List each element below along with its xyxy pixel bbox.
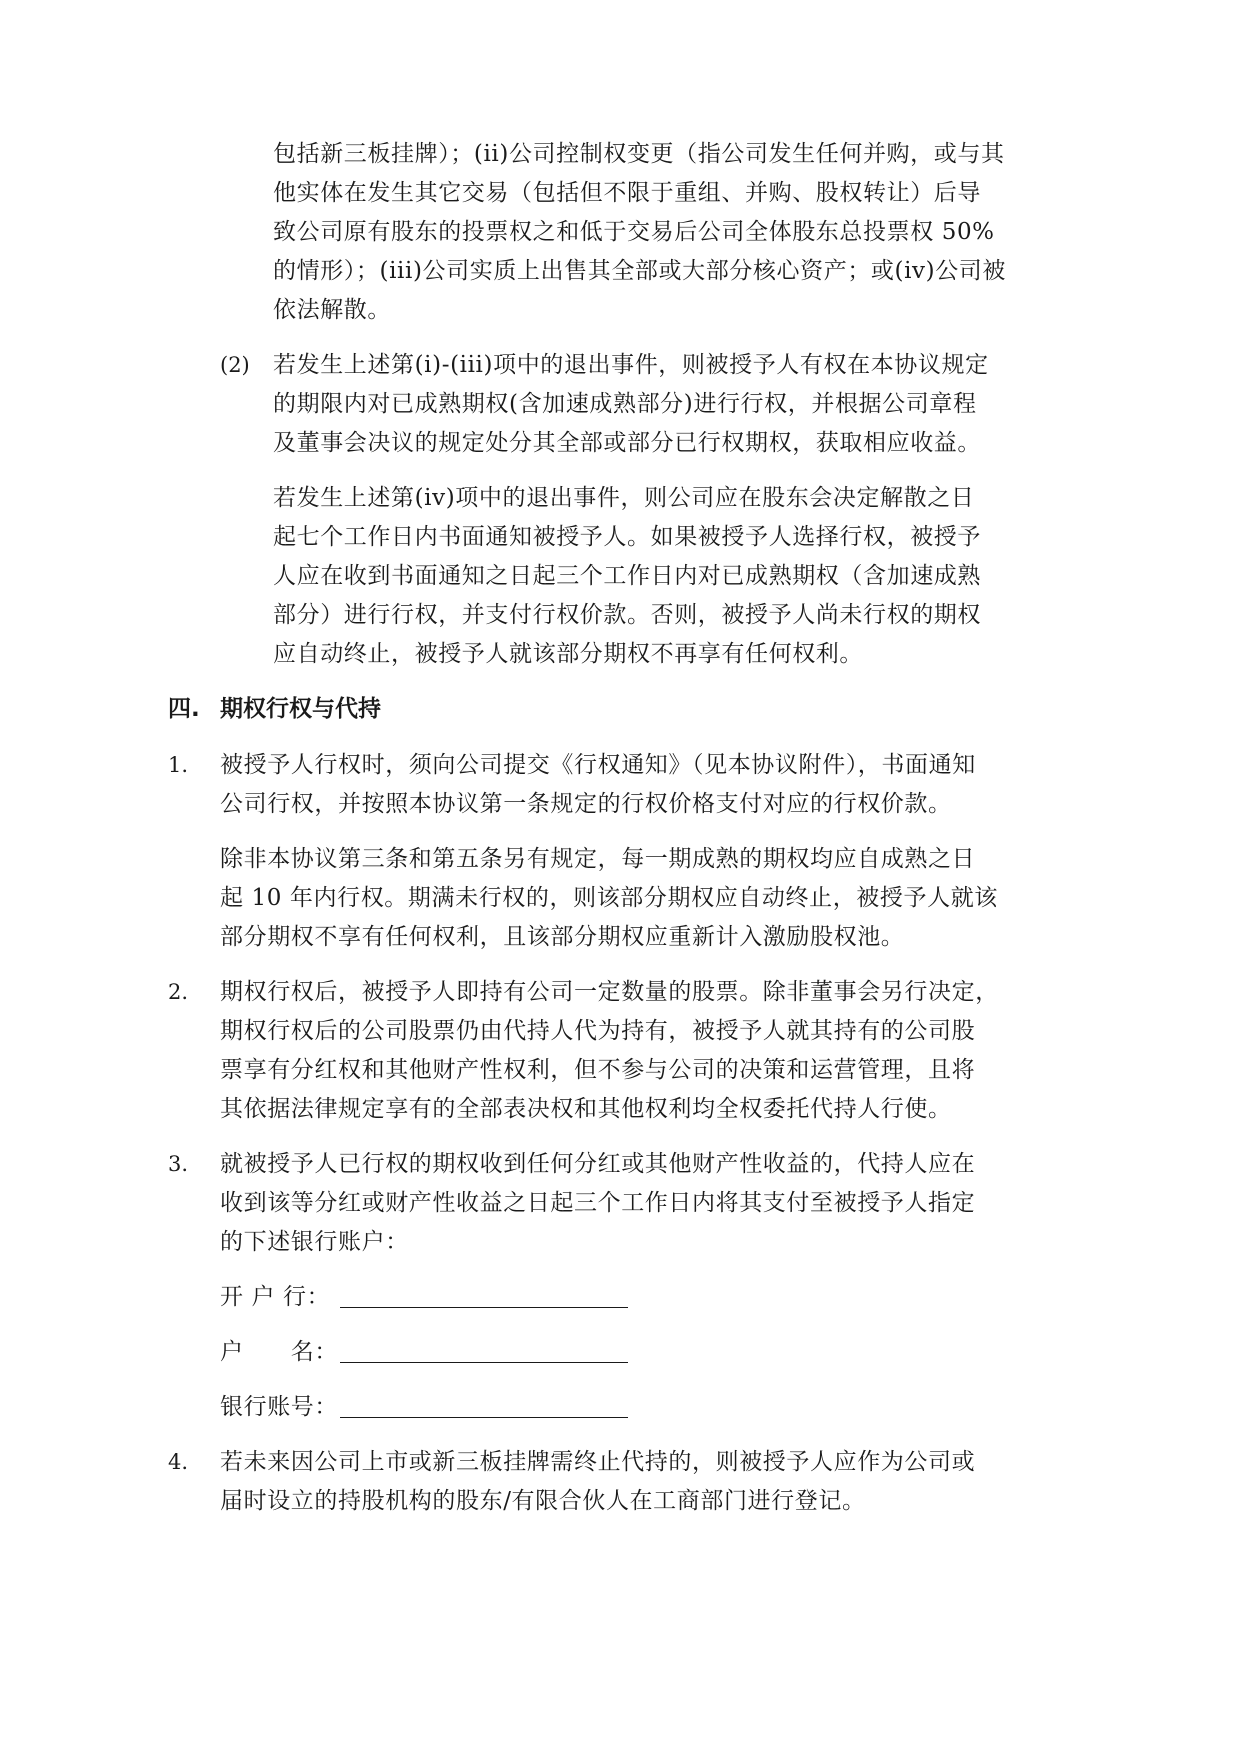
body-text-line: 人应在收到书面通知之日起三个工作日内对已成熟期权（含加速成熟 (273, 563, 981, 589)
body-text-line: 部分期权不享有任何权利，且该部分期权应重新计入激励股权池。 (220, 924, 905, 950)
account-number-field-row (220, 1392, 628, 1422)
body-text-line: 期权行权后，被授予人即持有公司一定数量的股票。除非董事会另行决定， (220, 979, 999, 1005)
body-text-line: 及董事会决议的规定处分其全部或部分已行权期权，获取相应收益。 (273, 430, 981, 456)
body-text-line: 公司行权，并按照本协议第一条规定的行权价格支付对应的行权价款。 (220, 791, 952, 817)
clause-number: 1. (168, 753, 189, 777)
bank-label: 开 户 行： (220, 1284, 331, 1310)
section-number: 四. (168, 696, 200, 722)
bank-field-row (220, 1282, 628, 1312)
body-text-line: 应自动终止，被授予人就该部分期权不再享有任何权利。 (273, 641, 863, 667)
clause-number: 2. (168, 980, 189, 1004)
body-text-line: 部分）进行行权，并支付行权价款。否则，被授予人尚未行权的期权 (273, 602, 981, 628)
body-text-line: 起 10 年内行权。期满未行权的，则该部分期权应自动终止，被授予人就该 (220, 885, 998, 911)
item-number: (2) (220, 353, 250, 377)
clause-number: 3. (168, 1152, 189, 1176)
account-number-label: 银行账号： (220, 1394, 338, 1420)
account-name-label: 户 名： (220, 1339, 338, 1365)
body-text-line: 期权行权后的公司股票仍由代持人代为持有，被授予人就其持有的公司股 (220, 1018, 976, 1044)
body-text-line: 被授予人行权时，须向公司提交《行权通知》（见本协议附件），书面通知 (220, 752, 976, 778)
account-name-field-row (220, 1337, 628, 1367)
body-text-line: 包括新三板挂牌）；(ii)公司控制权变更（指公司发生任何并购，或与其 (273, 141, 1005, 167)
body-text-line: 若未来因公司上市或新三板挂牌需终止代持的，则被授予人应作为公司或 (220, 1449, 976, 1475)
body-text-line: 的情形）；(iii)公司实质上出售其全部或大部分核心资产；或(iv)公司被 (273, 258, 1007, 284)
body-text-line: 收到该等分红或财产性收益之日起三个工作日内将其支付至被授予人指定 (220, 1190, 976, 1216)
body-text-line: 起七个工作日内书面通知被授予人。如果被授予人选择行权，被授予 (273, 524, 981, 550)
body-text-line: 他实体在发生其它交易（包括但不限于重组、并购、股权转让）后导 (273, 180, 981, 206)
body-text-line: 致公司原有股东的投票权之和低于交易后公司全体股东总投票权 50% (273, 219, 995, 245)
clause-number: 4. (168, 1450, 189, 1474)
body-text-line: 若发生上述第(iv)项中的退出事件，则公司应在股东会决定解散之日 (273, 485, 975, 511)
account-number-blank-line (340, 1395, 628, 1418)
body-text-line: 就被授予人已行权的期权收到任何分红或其他财产性收益的，代持人应在 (220, 1151, 976, 1177)
body-text-line: 的期限内对已成熟期权(含加速成熟部分)进行行权，并根据公司章程 (273, 391, 977, 417)
body-text-line: 除非本协议第三条和第五条另有规定，每一期成熟的期权均应自成熟之日 (220, 846, 976, 872)
body-text-line: 票享有分红权和其他财产性权利，但不参与公司的决策和运营管理，且将 (220, 1057, 976, 1083)
body-text-line: 其依据法律规定享有的全部表决权和其他权利均全权委托代持人行使。 (220, 1096, 952, 1122)
account-name-blank-line (340, 1340, 628, 1363)
body-text-line: 依法解散。 (273, 297, 391, 323)
body-text-line: 若发生上述第(i)-(iii)项中的退出事件，则被授予人有权在本协议规定 (273, 352, 989, 378)
body-text-line: 届时设立的持股机构的股东/有限合伙人在工商部门进行登记。 (220, 1488, 866, 1514)
section-title: 期权行权与代持 (220, 696, 381, 722)
bank-blank-line (340, 1285, 628, 1308)
body-text-line: 的下述银行账户： (220, 1229, 409, 1255)
